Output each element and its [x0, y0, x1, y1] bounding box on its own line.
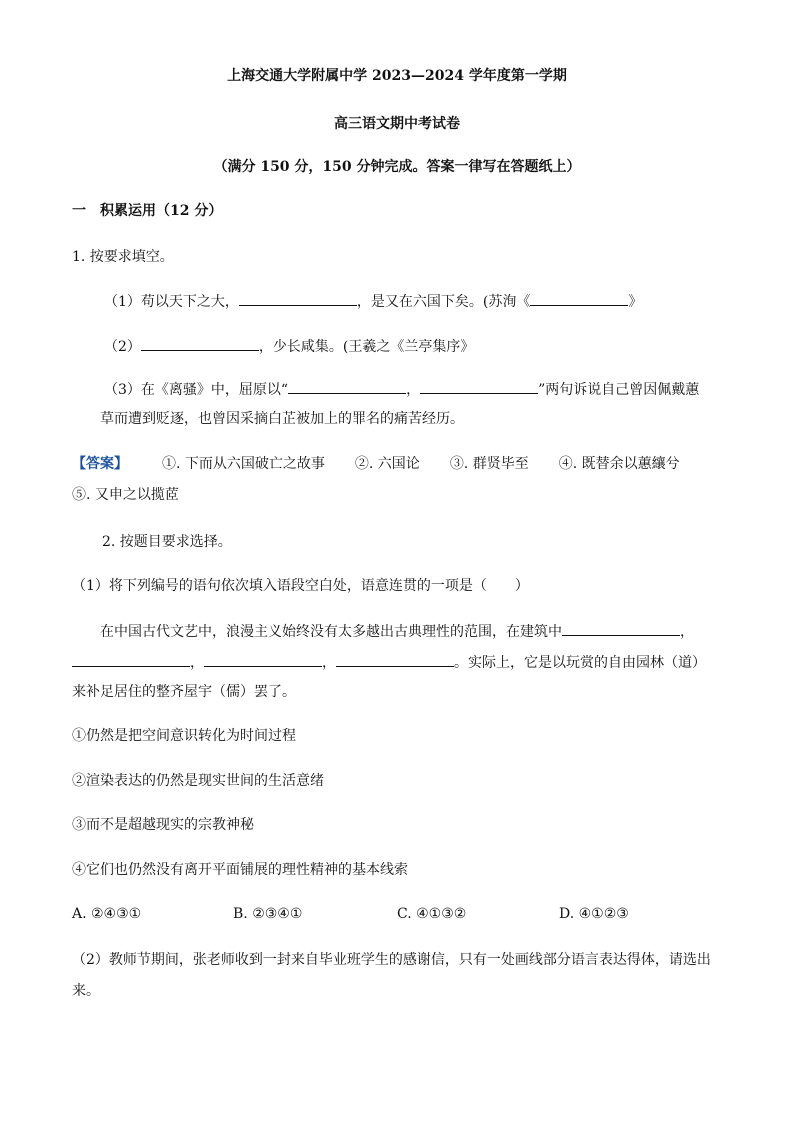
fill-blank[interactable] — [72, 651, 190, 667]
section-heading: 一 积累运用（12 分） — [72, 203, 223, 219]
statement-item: ③而不是超越现实的宗教神秘 — [72, 817, 254, 833]
q1-item1-text-a: （1）苟以天下之大， — [104, 294, 239, 310]
q1-item2-text-a: （2） — [104, 339, 141, 355]
question-2-sub-1: （1）将下列编号的语句依次填入语段空白处，语意连贯的一项是（ ） — [72, 578, 529, 594]
answer-block — [72, 454, 680, 474]
q1-item1-text-c: 》 — [628, 294, 643, 310]
passage-separator: ， — [322, 655, 336, 671]
answer-5: ⑤. 又申之以揽茝 — [72, 487, 179, 503]
statement-item: ④它们也仍然没有离开平面铺展的理性精神的基本线索 — [72, 862, 408, 878]
exam-subtitle: 高三语文期中考试卷 — [334, 116, 460, 132]
passage-text-end: 。实际上，它是以玩赏的自由园林（道） — [454, 655, 706, 671]
option-b[interactable]: B. ②③④① — [233, 906, 303, 922]
question-1-prompt: 1. 按要求填空。 — [72, 249, 174, 265]
question-1-item-3 — [104, 378, 699, 400]
fill-blank[interactable] — [420, 378, 538, 394]
fill-blank[interactable] — [562, 620, 680, 636]
question-1-item-2 — [104, 335, 474, 357]
option-a[interactable]: A. ②④③① — [72, 906, 142, 922]
option-c[interactable]: C. ④①③② — [397, 906, 467, 922]
question-2-prompt: 2. 按题目要求选择。 — [102, 534, 232, 550]
q1-item2-text-b: ，少长咸集。(王羲之《兰亭集序》 — [258, 339, 475, 355]
passage-separator: ， — [680, 624, 694, 640]
fill-blank[interactable] — [204, 651, 322, 667]
q1-item3-text-b: ， — [406, 382, 421, 398]
statement-item: ②渲染表达的仍然是现实世间的生活意绪 — [72, 773, 324, 789]
passage-line-2 — [72, 651, 706, 673]
fill-blank[interactable] — [530, 290, 628, 306]
passage-text-a: 在中国古代文艺中，浪漫主义始终没有太多越出古典理性的范围，在建筑中 — [100, 624, 562, 640]
option-d[interactable]: D. ④①②③ — [559, 906, 629, 922]
exam-note: （满分 150 分，150 分钟完成。答案一律写在答题纸上） — [213, 159, 581, 175]
question-2-sub-2: （2）教师节期间，张老师收到一封来自毕业班学生的感谢信，只有一处画线部分语言表达得体，请选出 — [72, 952, 711, 968]
answer-4: ④. 既替余以蕙纕兮 — [558, 456, 680, 472]
passage-line-3: 来补足居住的整齐屋宇（儒）罢了。 — [72, 684, 296, 700]
passage-separator: ， — [190, 655, 204, 671]
answer-3: ③. 群贤毕至 — [449, 456, 529, 472]
answer-2: ②. 六国论 — [354, 456, 420, 472]
answer-1: ①. 下而从六国破亡之故事 — [162, 456, 325, 472]
question-1-item-3-continued: 草而遭到贬逐，也曾因采摘白芷被加上的罪名的痛苦经历。 — [100, 411, 464, 427]
question-1-item-1 — [104, 290, 642, 312]
q1-item3-text-a: （3）在《离骚》中，屈原以“ — [104, 382, 289, 398]
answer-tag: 【答案】 — [72, 456, 128, 472]
q1-item1-text-b: ，是又在六国下矣。(苏洵《 — [356, 294, 531, 310]
fill-blank[interactable] — [288, 378, 406, 394]
fill-blank[interactable] — [336, 651, 454, 667]
question-2-sub-2-continued: 来。 — [72, 983, 100, 999]
exam-title: 上海交通大学附属中学 2023—2024 学年度第一学期 — [227, 68, 567, 84]
statement-item: ①仍然是把空间意识转化为时间过程 — [72, 728, 296, 744]
passage-line-1 — [100, 620, 694, 642]
fill-blank[interactable] — [239, 290, 357, 306]
fill-blank[interactable] — [141, 335, 259, 351]
q1-item3-text-c: ”两句诉说自己曾因佩戴蕙 — [538, 382, 700, 398]
